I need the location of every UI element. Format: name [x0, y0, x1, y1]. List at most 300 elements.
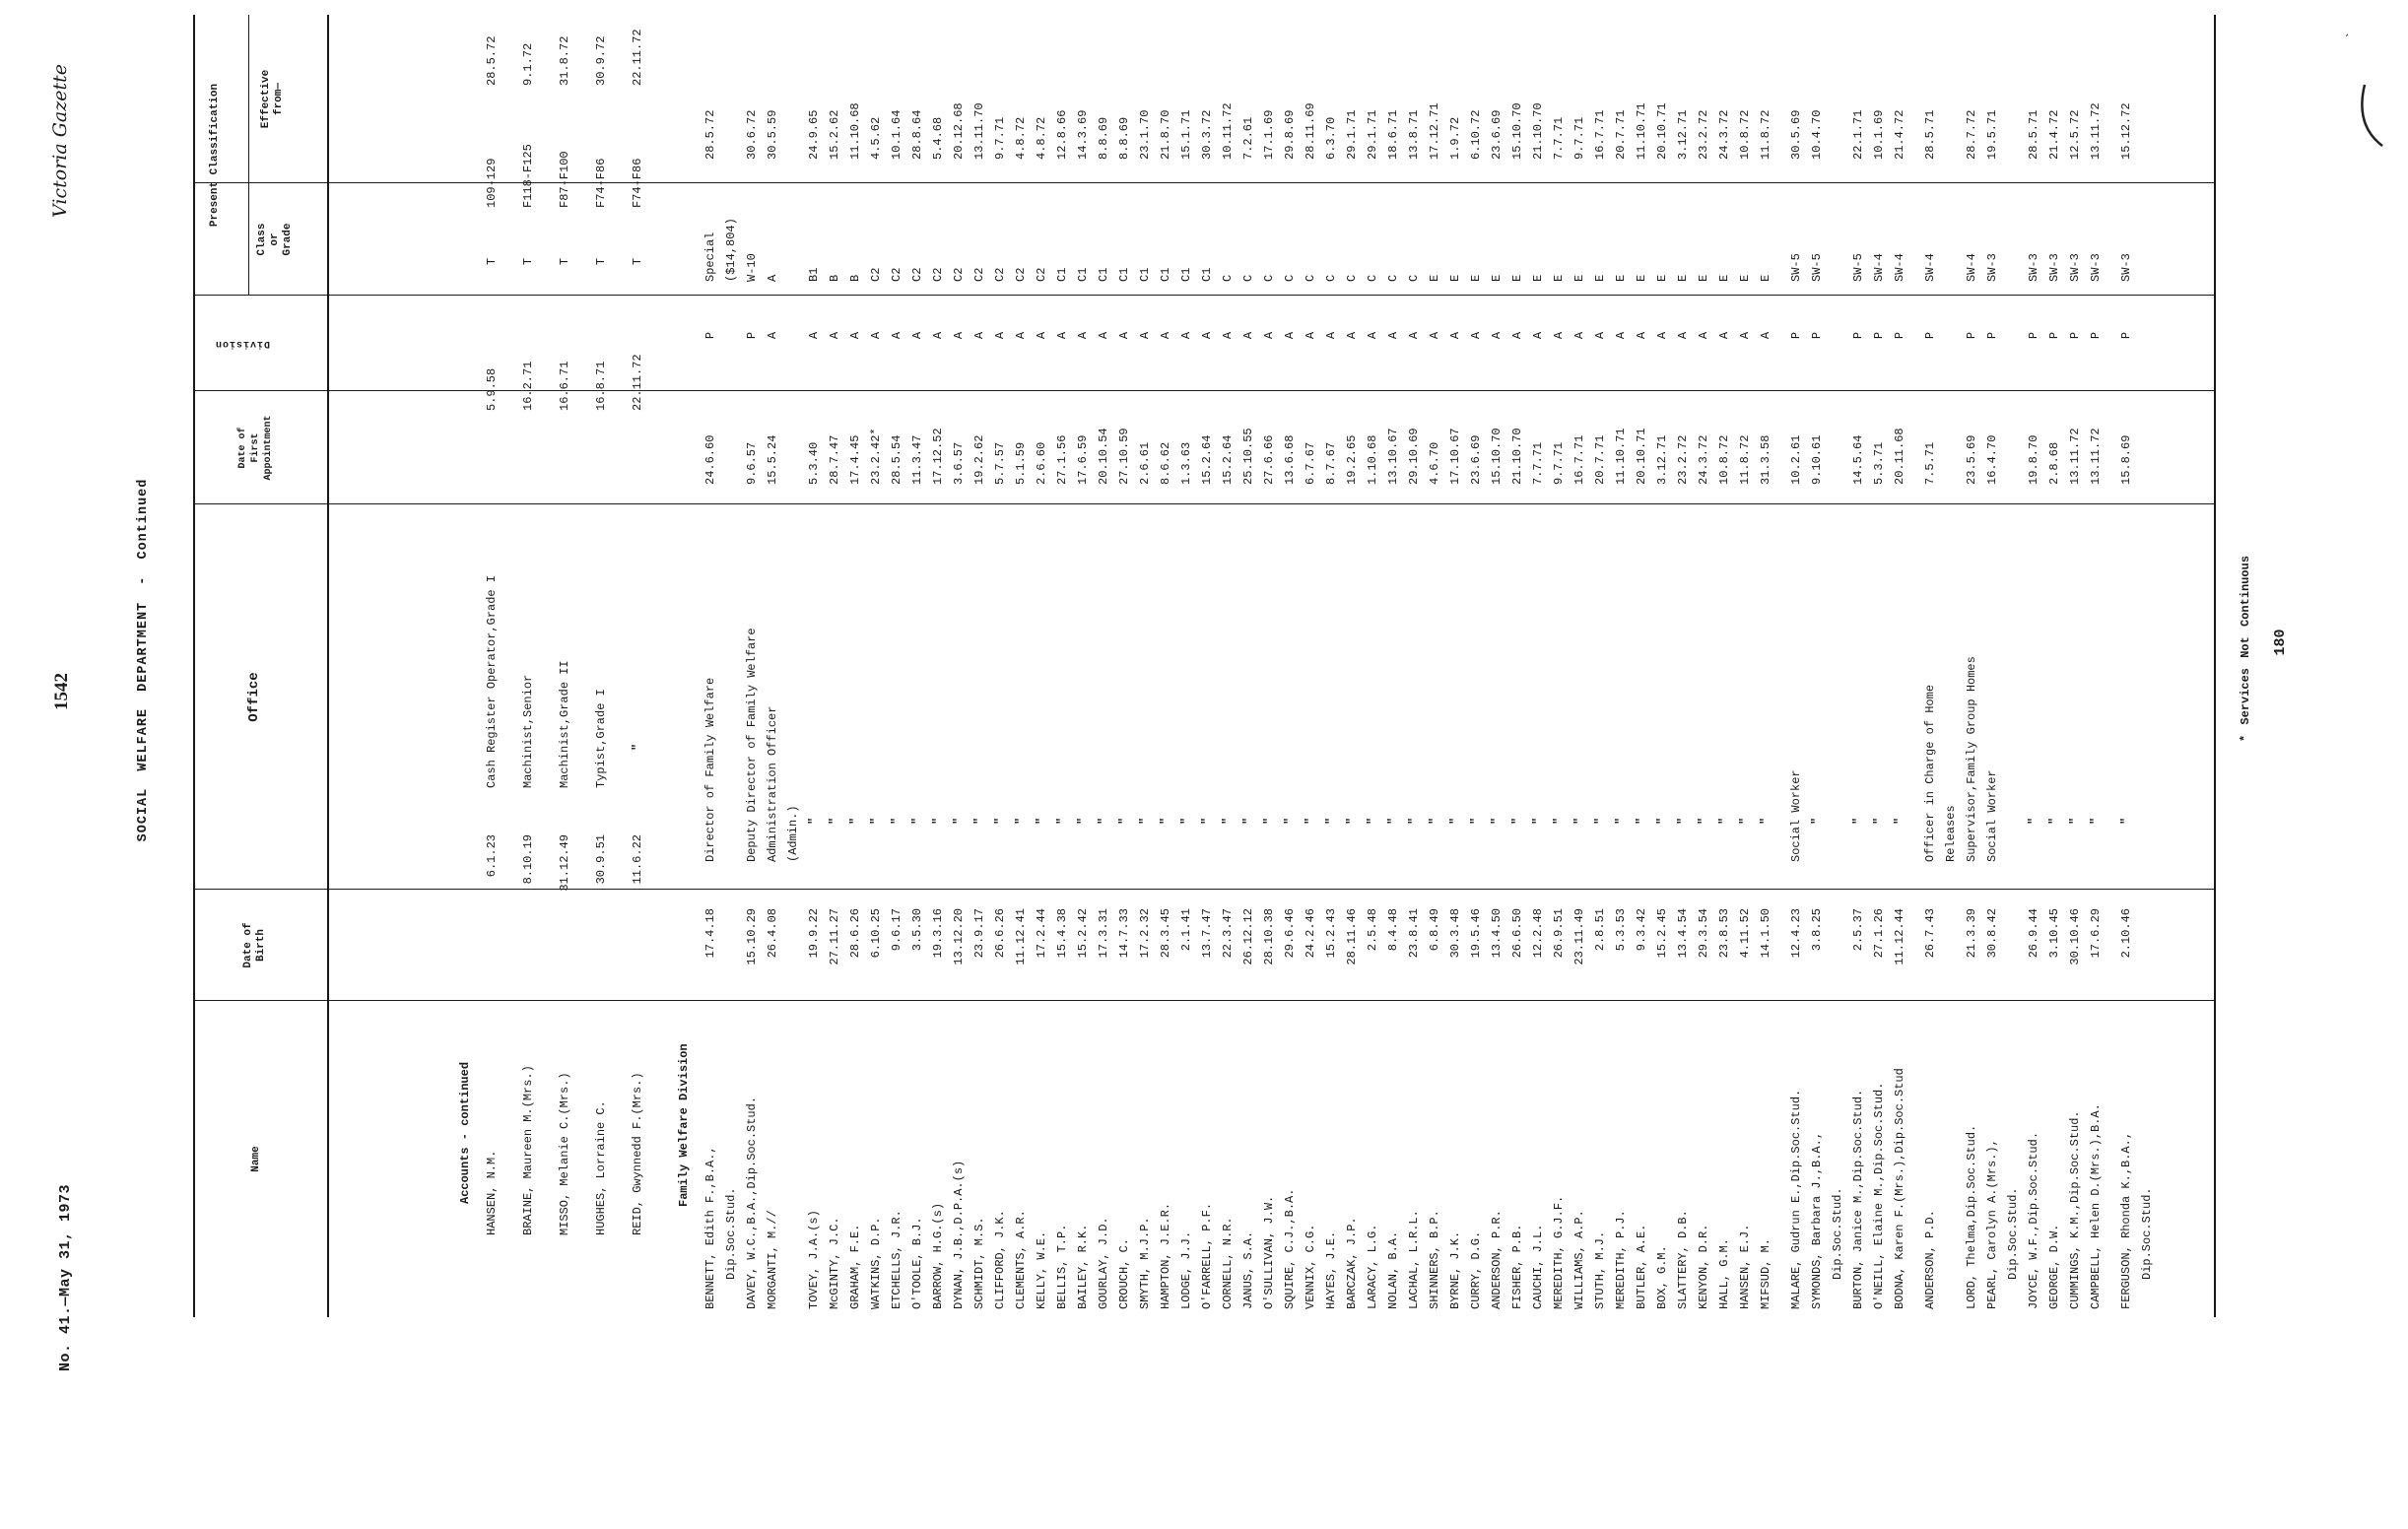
- cell-office: ": [1676, 817, 1690, 825]
- table-row: [1073, 15, 1094, 1317]
- cell-division: A: [1593, 331, 1607, 340]
- cell-name: [887, 993, 907, 1317]
- name-line: GRAHAM, F.E.: [848, 1224, 862, 1309]
- cell-name: [1404, 993, 1425, 1317]
- cell-division: A: [1076, 331, 1090, 340]
- office-line: Releases: [1944, 805, 1958, 862]
- cell-office: ": [972, 817, 986, 825]
- table-row: [866, 15, 887, 1317]
- cell-first-appointment: 23.2.72: [1676, 434, 1690, 485]
- cell-name: [1342, 993, 1363, 1317]
- cell-date-of-birth: 13.12.20: [952, 908, 966, 965]
- cell-office: ": [1304, 817, 1317, 825]
- office-line: Machinist,Grade II: [558, 660, 571, 788]
- cell-office: ": [848, 817, 862, 825]
- cell-date-of-birth: 30.8.42: [1985, 908, 1999, 959]
- name-line: O'NEILL, Elaine M.,Dip.Soc.Stud.: [1872, 1082, 1886, 1309]
- cell-name: [2065, 993, 2086, 1317]
- cell-effective-from: 10.1.69: [1872, 109, 1886, 160]
- cell-division: P: [2047, 331, 2061, 340]
- cell-date-of-birth: 26.4.08: [766, 908, 779, 959]
- cell-office: ": [1759, 817, 1773, 825]
- cell-date-of-birth: 17.4.18: [703, 908, 717, 959]
- cell-date-of-birth: 28.3.45: [1159, 908, 1172, 959]
- cell-division: A: [1572, 331, 1586, 340]
- cell-date-of-birth: 28.6.26: [848, 908, 862, 959]
- name-line: MORGANTI, M.//: [766, 1210, 779, 1309]
- cell-date-of-birth: 2.10.46: [2119, 908, 2133, 959]
- table-row: [907, 15, 928, 1317]
- grade-line: C1: [1179, 267, 1193, 282]
- cell-effective-from: 9.1.72: [521, 42, 535, 86]
- section-heading: Accounts - continued: [458, 1061, 472, 1204]
- cell-office: ": [1262, 817, 1276, 825]
- table-row: [1176, 15, 1197, 1317]
- cell-first-appointment: 11.10.71: [1614, 428, 1628, 485]
- cell-office: ": [2068, 817, 2082, 825]
- grade-line: Special: [703, 232, 717, 282]
- table-row: [804, 15, 825, 1317]
- cell-name: [701, 993, 742, 1317]
- table-row: [1259, 15, 1280, 1317]
- cell-first-appointment: 24.6.60: [703, 434, 717, 485]
- cell-class-or-grade: [1487, 175, 1507, 288]
- cell-first-appointment: 16.2.71: [521, 361, 535, 411]
- cell-name: [1652, 993, 1673, 1317]
- cell-date-of-birth: 14.1.50: [1759, 908, 1773, 959]
- name-line: Dip.Soc.Stud.: [2140, 1187, 2154, 1280]
- cell-name: [907, 993, 928, 1317]
- cell-office: ": [1076, 817, 1090, 825]
- table-row: [2116, 15, 2158, 1317]
- name-line: ANDERSON, P.R.: [1490, 1210, 1504, 1309]
- cell-office: ": [1531, 817, 1545, 825]
- cell-office: ": [1448, 817, 1462, 825]
- cell-division: P: [2119, 331, 2133, 340]
- staff-table: [193, 15, 2216, 1317]
- cell-office: ": [1345, 817, 1359, 825]
- cell-class-or-grade: [1570, 175, 1590, 288]
- cell-date-of-birth: 6.10.25: [869, 908, 883, 959]
- cell-office: ": [1179, 817, 1193, 825]
- cell-effective-from: 31.8.72: [558, 35, 571, 86]
- cell-date-of-birth: 17.6.29: [2089, 908, 2103, 959]
- table-row: [1890, 15, 1910, 1317]
- cell-name: [866, 993, 887, 1317]
- table-row: [1135, 15, 1156, 1317]
- cell-first-appointment: 31.3.58: [1759, 434, 1773, 485]
- cell-name: [845, 993, 866, 1317]
- cell-name: [804, 993, 825, 1317]
- name-line: GOURLAY, J.D.: [1097, 1217, 1110, 1309]
- cell-first-appointment: 22.11.72: [631, 354, 644, 411]
- cell-first-appointment: 2.6.60: [1035, 441, 1048, 485]
- cell-class-or-grade: [1032, 175, 1052, 288]
- cell-date-of-birth: 2.1.41: [1179, 908, 1193, 952]
- cell-division: A: [1283, 331, 1297, 340]
- cell-division: A: [1552, 331, 1566, 340]
- name-line: LARACY, L.G.: [1366, 1224, 1379, 1309]
- cell-office: ": [1810, 817, 1824, 825]
- cell-first-appointment: 19.2.65: [1345, 434, 1359, 485]
- cell-division: A: [1014, 331, 1028, 340]
- name-line: CLIFFORD, J.K.: [993, 1210, 1007, 1309]
- table-row: [825, 15, 845, 1317]
- cell-name: [628, 919, 648, 1317]
- cell-date-of-birth: 26.9.44: [2027, 908, 2040, 959]
- cell-date-of-birth: 28.10.38: [1262, 908, 1276, 965]
- cell-effective-from: 20.7.71: [1614, 109, 1628, 160]
- cell-date-of-birth: 15.2.43: [1324, 908, 1338, 959]
- cell-class-or-grade: [1011, 175, 1032, 288]
- cell-date-of-birth: 21.3.39: [1965, 908, 1978, 959]
- cell-division: P: [2027, 331, 2040, 340]
- cell-class-or-grade: [1735, 175, 1756, 288]
- cell-effective-from: 3.12.71: [1676, 109, 1690, 160]
- name-line: FISHER, P.B.: [1510, 1224, 1524, 1309]
- cell-effective-from: 21.4.72: [1893, 109, 1906, 160]
- cell-class-or-grade: [1694, 175, 1714, 288]
- cell-office: ": [890, 817, 903, 825]
- grade-line: F74-F86: [594, 158, 608, 208]
- name-line: O'TOOLE, B.J.: [910, 1217, 924, 1309]
- cell-effective-from: 1.9.72: [1448, 116, 1462, 160]
- table-row: [887, 15, 907, 1317]
- cell-first-appointment: 9.10.61: [1810, 434, 1824, 485]
- name-line: DYNAN, J.B.,D.P.A.(s): [952, 1160, 966, 1309]
- cell-name: [1807, 993, 1848, 1317]
- cell-effective-from: 23.2.72: [1697, 109, 1710, 160]
- cell-division: A: [1035, 331, 1048, 340]
- cell-class-or-grade: [804, 175, 825, 288]
- cell-division: P: [1893, 331, 1906, 340]
- cell-date-of-birth: 11.12.41: [1014, 908, 1028, 965]
- cell-office: ": [2047, 817, 2061, 825]
- cell-office: ": [1614, 817, 1628, 825]
- cell-first-appointment: 5.3.71: [1872, 441, 1886, 485]
- grade-line: E: [1448, 274, 1462, 282]
- office-line: Social Worker: [1985, 769, 1999, 862]
- table-row: [1694, 15, 1714, 1317]
- cell-first-appointment: 6.7.67: [1304, 441, 1317, 485]
- cell-first-appointment: 19.2.62: [972, 434, 986, 485]
- cell-office: ": [1035, 817, 1048, 825]
- table-row: [845, 15, 866, 1317]
- cell-name: [1756, 993, 1776, 1317]
- name-line: CORNELL, N.R.: [1221, 1217, 1235, 1309]
- grade-line: SW-3: [2119, 253, 2133, 282]
- cell-class-or-grade: [1114, 175, 1135, 288]
- cell-name: [1890, 993, 1910, 1317]
- cell-name: [1135, 993, 1156, 1317]
- cell-name: [591, 919, 612, 1317]
- cell-class-or-grade: [1280, 175, 1301, 288]
- cell-name: [1487, 993, 1507, 1317]
- grade-line: E: [1490, 274, 1504, 282]
- cell-division: A: [1759, 331, 1773, 340]
- name-line: HUGHES, Lorraine C.: [594, 1100, 608, 1235]
- cell-date-of-birth: 6.8.49: [1428, 908, 1441, 952]
- grade-line: C2: [910, 267, 924, 282]
- cell-class-or-grade: [1920, 175, 1941, 288]
- cell-division: P: [1872, 331, 1886, 340]
- name-line: SLATTERY, D.B.: [1676, 1210, 1690, 1309]
- cell-effective-from: 13.11.70: [972, 102, 986, 160]
- table-body: [329, 15, 2158, 1317]
- cell-office: ": [1055, 817, 1069, 825]
- cell-name: [1869, 993, 1890, 1317]
- cell-effective-from: 11.10.68: [848, 102, 862, 160]
- cell-class-or-grade: [1673, 175, 1694, 288]
- name-line: MEREDITH, P.J.: [1614, 1210, 1628, 1309]
- name-line: MALARE, Gudrun E.,Dip.Soc.Stud.: [1789, 1089, 1803, 1309]
- cell-name: [990, 993, 1011, 1317]
- cell-class-or-grade: [1156, 175, 1176, 288]
- cell-date-of-birth: 9.6.17: [890, 908, 903, 952]
- cell-date-of-birth: 24.2.46: [1304, 908, 1317, 959]
- cell-effective-from: 19.5.71: [1985, 109, 1999, 160]
- cell-effective-from: 6.10.72: [1469, 109, 1483, 160]
- cell-name: [949, 993, 970, 1317]
- cell-name: [2024, 993, 2044, 1317]
- cell-division: P: [703, 331, 717, 340]
- col-header-division: Division: [215, 338, 271, 349]
- cell-first-appointment: 25.10.55: [1241, 428, 1255, 485]
- cell-class-or-grade: [1135, 175, 1156, 288]
- cell-class-or-grade: [1197, 175, 1218, 288]
- name-line: LORD, Thelma,Dip.Soc.Stud.: [1965, 1124, 1978, 1309]
- cell-class-or-grade: [1301, 175, 1321, 288]
- cell-first-appointment: 9.6.57: [745, 441, 759, 485]
- cell-date-of-birth: 22.3.47: [1221, 908, 1235, 959]
- cell-effective-from: 23.1.70: [1138, 109, 1152, 160]
- cell-first-appointment: 16.4.70: [1985, 434, 1999, 485]
- cell-effective-from: 7.7.71: [1552, 116, 1566, 160]
- grade-line: SW-3: [2068, 253, 2082, 282]
- cell-effective-from: 12.5.72: [2068, 109, 2082, 160]
- name-line: MISSO, Melanie C.(Mrs.): [558, 1072, 571, 1235]
- cell-effective-from: 20.12.68: [952, 102, 966, 160]
- table-row: [970, 15, 990, 1317]
- table-row: [628, 15, 664, 1317]
- table-row: [1404, 15, 1425, 1317]
- cell-office: ": [1366, 817, 1379, 825]
- cell-first-appointment: 17.10.67: [1448, 428, 1462, 485]
- cell-effective-from: 10.11.72: [1221, 102, 1235, 160]
- table-row: [1735, 15, 1756, 1317]
- cell-first-appointment: 23.5.69: [1965, 434, 1978, 485]
- cell-name: [1011, 993, 1032, 1317]
- grade-line: ($14,804): [724, 218, 738, 282]
- name-line: WILLIAMS, A.P.: [1572, 1210, 1586, 1309]
- cell-date-of-birth: 4.11.52: [1738, 908, 1752, 959]
- name-line: WATKINS, D.P.: [869, 1217, 883, 1309]
- name-line: SHINNERS, B.P.: [1428, 1210, 1441, 1309]
- cell-effective-from: 28.5.71: [2027, 109, 2040, 160]
- cell-name: [555, 919, 575, 1317]
- cell-date-of-birth: 8.10.19: [521, 834, 535, 885]
- cell-division: A: [1138, 331, 1152, 340]
- cell-division: T: [558, 257, 571, 266]
- cell-name: [1549, 993, 1570, 1317]
- cell-first-appointment: 27.1.56: [1055, 434, 1069, 485]
- cell-class-or-grade: [2065, 175, 2086, 288]
- cell-name: [1259, 993, 1280, 1317]
- cell-division: A: [869, 331, 883, 340]
- cell-effective-from: 10.1.64: [890, 109, 903, 160]
- cell-first-appointment: 9.7.71: [1552, 441, 1566, 485]
- classification-group-rule: [248, 15, 249, 296]
- cell-class-or-grade: [1404, 175, 1425, 288]
- cell-office: ": [1097, 817, 1110, 825]
- cell-name: [970, 993, 990, 1317]
- cell-division: P: [2068, 331, 2082, 340]
- cell-office: ": [1510, 817, 1524, 825]
- cell-date-of-birth: 30.3.48: [1448, 908, 1462, 959]
- cell-division: A: [1179, 331, 1193, 340]
- cell-division: A: [1614, 331, 1628, 340]
- cell-first-appointment: 16.7.71: [1572, 434, 1586, 485]
- cell-class-or-grade: [845, 175, 866, 288]
- cell-effective-from: 20.10.71: [1655, 102, 1669, 160]
- cell-date-of-birth: 26.9.51: [1552, 908, 1566, 959]
- cell-class-or-grade: [1052, 175, 1073, 288]
- table-row: [1466, 15, 1487, 1317]
- cell-first-appointment: 13.11.72: [2068, 428, 2082, 485]
- cell-first-appointment: 15.5.24: [766, 434, 779, 485]
- name-line: BOX, G.M.: [1655, 1245, 1669, 1309]
- grade-line: C1: [1076, 267, 1090, 282]
- cell-office: ": [2027, 817, 2040, 825]
- cell-name: [1052, 993, 1073, 1317]
- cell-date-of-birth: 30.9.51: [594, 834, 608, 885]
- cell-effective-from: 21.4.72: [2047, 109, 2061, 160]
- cell-name: [1570, 993, 1590, 1317]
- office-line: Officer in Charge of Home: [1923, 684, 1937, 862]
- cell-division: A: [1635, 331, 1648, 340]
- cell-class-or-grade: [482, 101, 502, 214]
- cell-first-appointment: 20.10.54: [1097, 428, 1110, 485]
- table-row: [1632, 15, 1652, 1317]
- cell-effective-from: 10.4.70: [1810, 109, 1824, 160]
- name-line: BENNETT, Edith F.,B.A.,: [703, 1146, 717, 1309]
- grade-line: E: [1676, 274, 1690, 282]
- cell-effective-from: 15.10.70: [1510, 102, 1524, 160]
- cell-date-of-birth: 27.11.27: [828, 908, 841, 965]
- cell-name: [1848, 993, 1869, 1317]
- cell-name: [1445, 993, 1466, 1317]
- name-line: JOYCE, W.F.,Dip.Soc.Stud.: [2027, 1131, 2040, 1309]
- cell-effective-from: 7.2.61: [1241, 116, 1255, 160]
- cell-date-of-birth: 11.12.44: [1893, 908, 1906, 965]
- cell-office: [518, 423, 539, 808]
- cell-effective-from: 17.12.71: [1428, 102, 1441, 160]
- table-row: [1507, 15, 1528, 1317]
- cell-effective-from: 28.8.64: [910, 109, 924, 160]
- name-line: NOLAN, B.A.: [1386, 1230, 1400, 1309]
- cell-first-appointment: 28.5.54: [890, 434, 903, 485]
- table-row: [518, 15, 555, 1317]
- table-row: [1011, 15, 1032, 1317]
- cell-date-of-birth: 15.4.38: [1055, 908, 1069, 959]
- cell-office: ": [1490, 817, 1504, 825]
- cell-date-of-birth: 30.10.46: [2068, 908, 2082, 965]
- cell-division: A: [1117, 331, 1131, 340]
- cell-office: ": [807, 817, 821, 825]
- cell-class-or-grade: [628, 101, 648, 214]
- cell-date-of-birth: 12.2.48: [1531, 908, 1545, 959]
- cell-class-or-grade: [2044, 175, 2065, 288]
- cell-class-or-grade: [1094, 175, 1114, 288]
- name-line: KELLY, W.E.: [1035, 1230, 1048, 1309]
- cell-class-or-grade: [887, 175, 907, 288]
- cell-effective-from: 18.6.71: [1386, 109, 1400, 160]
- cell-class-or-grade: [928, 175, 949, 288]
- grade-line: SW-5: [1810, 253, 1824, 282]
- cell-name: [1238, 993, 1259, 1317]
- cell-date-of-birth: 2.8.51: [1593, 908, 1607, 952]
- cell-class-or-grade: [1218, 175, 1238, 288]
- table-row: [1920, 15, 1962, 1317]
- cell-effective-from: 21.8.70: [1159, 109, 1172, 160]
- name-line: O'FARRELL, P.F.: [1200, 1202, 1214, 1309]
- cell-effective-from: 22.11.72: [631, 29, 644, 86]
- cell-first-appointment: 5.9.58: [485, 367, 499, 411]
- cell-effective-from: 10.8.72: [1738, 109, 1752, 160]
- name-line: KENYON, D.R.: [1697, 1224, 1710, 1309]
- cell-name: [742, 993, 763, 1317]
- cell-date-of-birth: 2.5.48: [1366, 908, 1379, 952]
- cell-first-appointment: 10.8.72: [1717, 434, 1731, 485]
- cell-date-of-birth: 23.8.41: [1407, 908, 1421, 959]
- table-row: [1962, 15, 1982, 1317]
- cell-division: T: [485, 257, 499, 266]
- grade-line: C2: [993, 267, 1007, 282]
- grade-line: B: [828, 274, 841, 282]
- cell-office: ": [931, 817, 945, 825]
- cell-first-appointment: 23.6.69: [1469, 434, 1483, 485]
- cell-name: [1611, 993, 1632, 1317]
- cell-first-appointment: 17.12.52: [931, 428, 945, 485]
- cell-division: P: [2089, 331, 2103, 340]
- name-line: LACHAL, L.R.L.: [1407, 1210, 1421, 1309]
- cell-effective-from: 8.8.69: [1097, 116, 1110, 160]
- cell-office: ": [2089, 817, 2103, 825]
- name-line: O'SULLIVAN, J.W.: [1262, 1195, 1276, 1309]
- cell-first-appointment: 3.6.57: [952, 441, 966, 485]
- cell-division: A: [910, 331, 924, 340]
- grade-line: C1: [1200, 267, 1214, 282]
- grade-line: C: [1283, 274, 1297, 282]
- office-line: Deputy Director of Family Welfare: [745, 628, 759, 862]
- name-line: CLEMENTS, A.R.: [1014, 1210, 1028, 1309]
- cell-office: [591, 423, 612, 808]
- name-line: VENNIX, C.G.: [1304, 1224, 1317, 1309]
- cell-division: A: [848, 331, 862, 340]
- cell-first-appointment: 4.6.70: [1428, 441, 1441, 485]
- cell-division: P: [1851, 331, 1865, 340]
- cell-class-or-grade: [1632, 175, 1652, 288]
- table-row: [742, 15, 763, 1317]
- name-line: JANUS, S.A.: [1241, 1230, 1255, 1309]
- cell-date-of-birth: 19.9.22: [807, 908, 821, 959]
- cell-effective-from: 21.10.70: [1531, 102, 1545, 160]
- cell-first-appointment: 8.6.62: [1159, 441, 1172, 485]
- cell-name: [1218, 993, 1238, 1317]
- cell-date-of-birth: 2.5.37: [1851, 908, 1865, 952]
- cell-office: ": [1872, 817, 1886, 825]
- cell-class-or-grade: [1238, 175, 1259, 288]
